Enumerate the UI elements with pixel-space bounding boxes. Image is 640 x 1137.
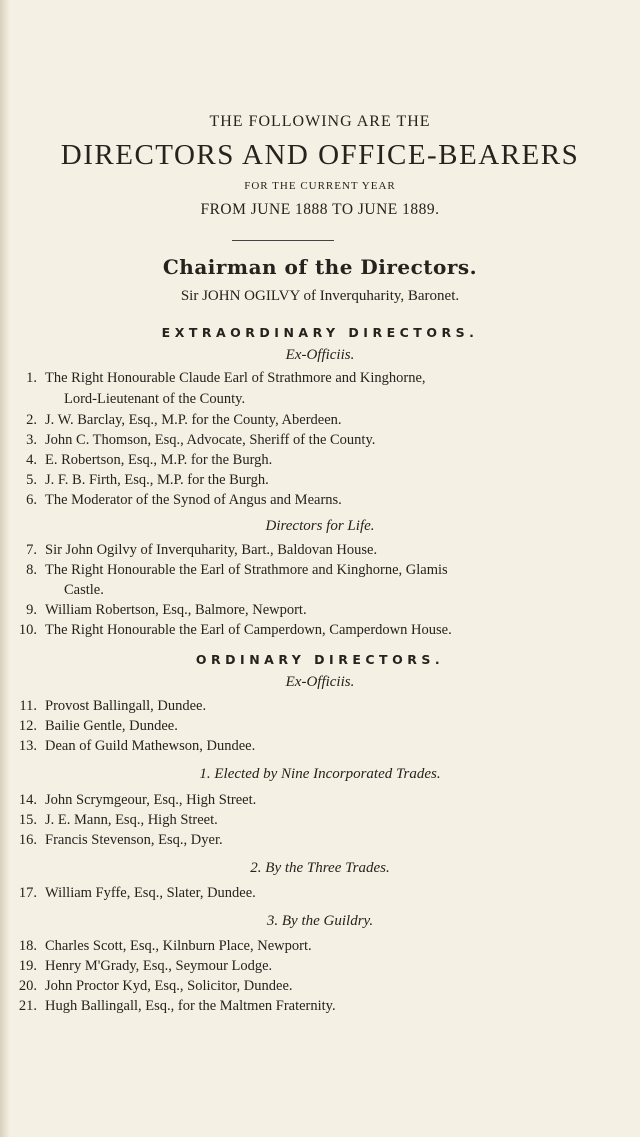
extraordinary-directors-heading: EXTRAORDINARY DIRECTORS. (161, 325, 479, 340)
group-heading-nine-trades: 1. Elected by Nine Incorporated Trades. (199, 766, 441, 782)
item-number: 20. (18, 978, 37, 994)
item-number: 16. (18, 832, 37, 848)
ordinary-directors-heading: ORDINARY DIRECTORS. (195, 652, 445, 667)
item-number: 17. (18, 885, 37, 901)
item-text: J. F. B. Firth, Esq., M.P. for the Burgh. (45, 472, 269, 488)
item-continuation: Castle. (64, 582, 104, 598)
ordinary-ex-officiis: Ex-Officiis. (285, 674, 355, 690)
item-number: 9. (26, 602, 37, 618)
item-number: 4. (26, 452, 37, 468)
item-number: 11. (19, 698, 37, 714)
item-number: 6. (26, 492, 37, 508)
item-continuation: Lord-Lieutenant of the County. (64, 391, 246, 407)
chairman-name: Sir JOHN OGILVY of Inverquharity, Baronet. (180, 288, 460, 304)
item-text: Provost Ballingall, Dundee. (45, 698, 207, 714)
item-number: 7. (26, 542, 37, 558)
item-text: The Right Honourable Claude Earl of Strathmore and Kinghorne, (45, 370, 426, 386)
item-text: The Right Honourable the Earl of Strathmore and Kinghorne, Glamis (45, 562, 448, 578)
item-number: 3. (26, 432, 37, 448)
item-text: The Right Honourable the Earl of Camperdown, Camperdown House. (45, 622, 452, 638)
item-number: 15. (18, 812, 37, 828)
item-number: 18. (18, 938, 37, 954)
item-number: 21. (18, 998, 37, 1014)
item-text: Hugh Ballingall, Esq., for the Maltmen Fraternity. (45, 998, 336, 1014)
item-number: 14. (18, 792, 37, 808)
header-line-1: THE FOLLOWING ARE THE (209, 113, 431, 130)
item-text: John Scrymgeour, Esq., High Street. (45, 792, 257, 808)
item-text: The Moderator of the Synod of Angus and Mearns. (45, 492, 342, 508)
item-number: 5. (26, 472, 37, 488)
group-heading-three-trades: 2. By the Three Trades. (250, 860, 390, 876)
item-text: J. E. Mann, Esq., High Street. (45, 812, 218, 828)
item-number: 19. (18, 958, 37, 974)
group-heading-guildry: 3. By the Guildry. (266, 913, 374, 929)
chairman-heading: Chairman of the Directors. (162, 255, 478, 279)
item-text: John Proctor Kyd, Esq., Solicitor, Dundee. (45, 978, 293, 994)
item-number: 12. (18, 718, 37, 734)
item-text: Henry M'Grady, Esq., Seymour Lodge. (45, 958, 273, 974)
item-text: E. Robertson, Esq., M.P. for the Burgh. (45, 452, 273, 468)
directors-for-life-heading: Directors for Life. (265, 518, 375, 534)
item-text: Dean of Guild Mathewson, Dundee. (45, 738, 256, 754)
item-text: William Fyffe, Esq., Slater, Dundee. (45, 885, 256, 901)
item-text: William Robertson, Esq., Balmore, Newport. (45, 602, 307, 618)
item-number: 2. (26, 412, 37, 428)
item-text: J. W. Barclay, Esq., M.P. for the County, Aberdeen. (45, 412, 342, 428)
item-text: Charles Scott, Esq., Kilnburn Place, Newport. (45, 938, 312, 954)
header-line-3: FOR THE CURRENT YEAR (244, 180, 396, 192)
document-title: DIRECTORS AND OFFICE-BEARERS (60, 139, 580, 171)
item-number: 8. (26, 562, 37, 578)
item-number: 1. (26, 370, 37, 386)
item-text: John C. Thomson, Esq., Advocate, Sheriff of the County. (45, 432, 376, 448)
header-date-range: FROM JUNE 1888 TO JUNE 1889. (200, 201, 440, 218)
divider-rule (232, 240, 334, 241)
item-text: Bailie Gentle, Dundee. (45, 718, 178, 734)
item-text: Sir John Ogilvy of Inverquharity, Bart., Baldovan House. (45, 542, 378, 558)
item-number: 13. (18, 738, 37, 754)
item-number: 10. (18, 622, 37, 638)
extraordinary-ex-officiis: Ex-Officiis. (285, 347, 355, 363)
item-text: Francis Stevenson, Esq., Dyer. (45, 832, 223, 848)
